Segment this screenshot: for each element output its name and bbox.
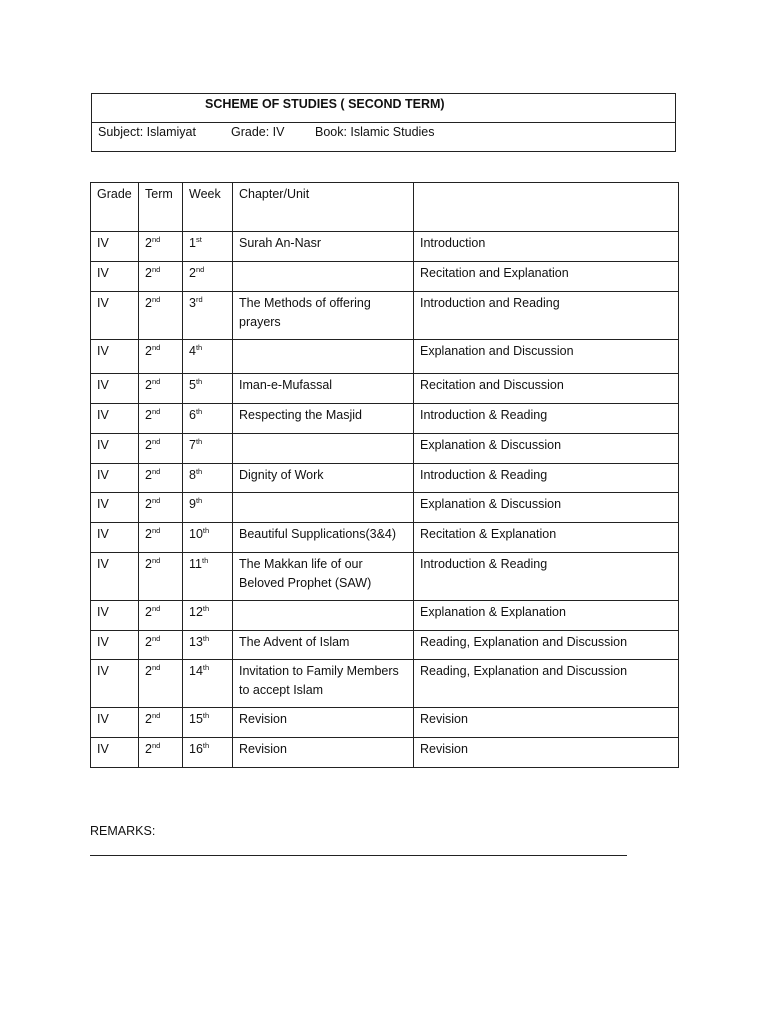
cell-grade-text: IV	[97, 742, 109, 756]
cell-grade-text: IV	[97, 664, 109, 678]
cell-activity-text: Recitation & Explanation	[420, 527, 557, 541]
cell-term-suffix: nd	[151, 467, 161, 476]
cell-activity-text: Introduction & Reading	[420, 557, 548, 571]
cell-activity-text: Explanation & Discussion	[420, 497, 562, 511]
header-term: Term	[139, 183, 183, 232]
cell-week	[183, 464, 233, 493]
cell-week-suffix: th	[195, 377, 203, 386]
cell-activity	[414, 553, 679, 601]
cell-term-text: 2	[145, 742, 152, 756]
cell-week	[183, 738, 233, 768]
cell-week-text: 2	[189, 266, 196, 280]
cell-activity-text: Revision	[420, 742, 468, 756]
cell-week	[183, 523, 233, 553]
cell-chapter-text: Dignity of Work	[239, 468, 324, 482]
cell-term-suffix: nd	[151, 295, 161, 304]
cell-term	[139, 660, 183, 708]
cell-week-suffix: th	[202, 741, 210, 750]
cell-activity	[414, 404, 679, 434]
table-row	[91, 404, 679, 434]
cell-week-text: 15	[189, 712, 203, 726]
cell-term-text: 2	[145, 438, 152, 452]
cell-term-suffix: nd	[151, 604, 161, 613]
cell-grade-text: IV	[97, 296, 109, 310]
cell-grade	[91, 232, 139, 262]
cell-chapter-text: The Advent of Islam	[239, 635, 350, 649]
cell-grade-text: IV	[97, 438, 109, 452]
cell-chapter	[233, 232, 414, 262]
cell-term-text: 2	[145, 527, 152, 541]
cell-week	[183, 404, 233, 434]
cell-grade-text: IV	[97, 344, 109, 358]
cell-activity-text: Reading, Explanation and Discussion	[420, 664, 628, 678]
cell-activity-text: Introduction & Reading	[420, 408, 548, 422]
cell-week	[183, 232, 233, 262]
cell-term-text: 2	[145, 236, 152, 250]
cell-week-text: 7	[189, 438, 196, 452]
book-label: Book: Islamic Studies	[315, 125, 435, 139]
cell-chapter	[233, 262, 414, 292]
cell-term-text: 2	[145, 296, 152, 310]
header-chapter: Chapter/Unit	[233, 183, 414, 232]
cell-week-text: 14	[189, 664, 203, 678]
cell-week-suffix: th	[195, 437, 203, 446]
cell-term-suffix: nd	[151, 634, 161, 643]
cell-term-suffix: nd	[151, 741, 161, 750]
cell-activity	[414, 708, 679, 738]
cell-week-text: 5	[189, 378, 196, 392]
table-row	[91, 434, 679, 464]
cell-grade	[91, 292, 139, 340]
cell-term-suffix: nd	[151, 343, 161, 352]
cell-grade	[91, 631, 139, 660]
cell-grade	[91, 601, 139, 631]
header-grade: Grade	[91, 183, 139, 232]
cell-grade	[91, 262, 139, 292]
cell-term	[139, 232, 183, 262]
cell-chapter-text: Beautiful Supplications(3&4)	[239, 527, 397, 541]
cell-activity	[414, 232, 679, 262]
cell-activity-text: Introduction & Reading	[420, 468, 548, 482]
cell-activity-text: Reading, Explanation and Discussion	[420, 635, 628, 649]
cell-chapter	[233, 374, 414, 404]
cell-week	[183, 374, 233, 404]
cell-week-text: 6	[189, 408, 196, 422]
cell-grade	[91, 553, 139, 601]
cell-activity-text: Explanation and Discussion	[420, 344, 574, 358]
cell-activity	[414, 631, 679, 660]
cell-grade	[91, 340, 139, 374]
cell-activity-text: Recitation and Discussion	[420, 378, 564, 392]
cell-activity-text: Explanation & Explanation	[420, 605, 566, 619]
cell-term-suffix: nd	[151, 437, 161, 446]
cell-grade	[91, 493, 139, 523]
cell-grade-text: IV	[97, 236, 109, 250]
cell-chapter-text: Revision	[239, 712, 287, 726]
header-week: Week	[183, 183, 233, 232]
cell-week-suffix: th	[195, 343, 203, 352]
cell-week-suffix: th	[201, 556, 209, 565]
cell-term	[139, 262, 183, 292]
cell-chapter-text: The Methods of offering prayers	[239, 296, 371, 329]
grade-label: Grade: IV	[231, 125, 285, 139]
cell-activity	[414, 292, 679, 340]
cell-term	[139, 493, 183, 523]
cell-grade-text: IV	[97, 605, 109, 619]
cell-week-suffix: th	[202, 604, 210, 613]
table-row	[91, 523, 679, 553]
cell-week	[183, 292, 233, 340]
table-row	[91, 660, 679, 708]
document-title: SCHEME OF STUDIES ( SECOND TERM)	[92, 94, 675, 123]
cell-term-suffix: nd	[151, 265, 161, 274]
cell-week-text: 9	[189, 497, 196, 511]
cell-chapter	[233, 404, 414, 434]
table-row	[91, 340, 679, 374]
cell-term-suffix: nd	[151, 711, 161, 720]
cell-term	[139, 434, 183, 464]
cell-term-suffix: nd	[151, 407, 161, 416]
cell-week-text: 1	[189, 236, 196, 250]
cell-week-text: 16	[189, 742, 203, 756]
remarks-line	[90, 855, 627, 856]
cell-chapter-text: The Makkan life of our Beloved Prophet (SAW)	[239, 557, 372, 590]
cell-term	[139, 340, 183, 374]
cell-chapter-text: Surah An-Nasr	[239, 236, 321, 250]
cell-week-text: 3	[189, 296, 196, 310]
cell-grade	[91, 464, 139, 493]
cell-activity-text: Explanation & Discussion	[420, 438, 562, 452]
cell-term	[139, 601, 183, 631]
cell-chapter	[233, 738, 414, 768]
cell-term-text: 2	[145, 266, 152, 280]
cell-term	[139, 553, 183, 601]
cell-chapter	[233, 434, 414, 464]
subject-label: Subject: Islamiyat	[98, 125, 196, 139]
cell-term	[139, 738, 183, 768]
table-row	[91, 601, 679, 631]
cell-activity-text: Revision	[420, 712, 468, 726]
cell-week-text: 12	[189, 605, 203, 619]
table-row	[91, 631, 679, 660]
cell-grade-text: IV	[97, 557, 109, 571]
cell-week-suffix: th	[202, 526, 210, 535]
cell-week-suffix: st	[195, 235, 202, 244]
cell-chapter	[233, 292, 414, 340]
cell-week-text: 4	[189, 344, 196, 358]
cell-grade	[91, 660, 139, 708]
remarks-label: REMARKS:	[90, 824, 156, 838]
cell-week-text: 11	[189, 557, 202, 571]
table-row	[91, 262, 679, 292]
cell-week	[183, 708, 233, 738]
cell-week	[183, 340, 233, 374]
header-activity	[414, 183, 679, 232]
cell-week-suffix: nd	[195, 265, 205, 274]
cell-term-text: 2	[145, 635, 152, 649]
cell-week-suffix: th	[195, 467, 203, 476]
cell-activity	[414, 262, 679, 292]
cell-term	[139, 631, 183, 660]
cell-grade	[91, 404, 139, 434]
cell-term	[139, 464, 183, 493]
cell-grade-text: IV	[97, 527, 109, 541]
cell-term	[139, 404, 183, 434]
cell-week	[183, 660, 233, 708]
cell-week	[183, 601, 233, 631]
cell-grade	[91, 708, 139, 738]
cell-grade	[91, 374, 139, 404]
cell-week-text: 13	[189, 635, 203, 649]
cell-term-text: 2	[145, 497, 152, 511]
cell-week-suffix: th	[202, 634, 210, 643]
cell-grade	[91, 523, 139, 553]
table-row	[91, 292, 679, 340]
cell-term-suffix: nd	[151, 235, 161, 244]
cell-week-text: 10	[189, 527, 203, 541]
cell-chapter	[233, 601, 414, 631]
cell-term-suffix: nd	[151, 526, 161, 535]
cell-grade-text: IV	[97, 266, 109, 280]
cell-activity	[414, 464, 679, 493]
cell-week-suffix: th	[202, 711, 210, 720]
cell-term	[139, 374, 183, 404]
cell-term-text: 2	[145, 408, 152, 422]
cell-grade-text: IV	[97, 635, 109, 649]
cell-chapter-text: Iman-e-Mufassal	[239, 378, 333, 392]
cell-week	[183, 434, 233, 464]
table-row	[91, 738, 679, 768]
cell-chapter	[233, 660, 414, 708]
table-row	[91, 493, 679, 523]
cell-week	[183, 262, 233, 292]
scheme-table	[90, 182, 679, 768]
cell-week-suffix: rd	[195, 295, 203, 304]
cell-grade-text: IV	[97, 497, 109, 511]
cell-grade-text: IV	[97, 408, 109, 422]
cell-activity	[414, 660, 679, 708]
cell-term	[139, 523, 183, 553]
cell-week-suffix: th	[202, 663, 210, 672]
cell-chapter	[233, 523, 414, 553]
cell-chapter-text: Invitation to Family Members to accept Islam	[239, 664, 399, 697]
cell-chapter	[233, 493, 414, 523]
cell-week	[183, 631, 233, 660]
table-row	[91, 464, 679, 493]
cell-activity-text: Recitation and Explanation	[420, 266, 569, 280]
cell-activity	[414, 493, 679, 523]
cell-term-suffix: nd	[151, 663, 161, 672]
cell-week	[183, 553, 233, 601]
cell-term-text: 2	[145, 468, 152, 482]
cell-grade-text: IV	[97, 468, 109, 482]
cell-term-text: 2	[145, 378, 152, 392]
cell-chapter-text: Respecting the Masjid	[239, 408, 362, 422]
table-header-row	[91, 183, 679, 232]
cell-week-suffix: th	[195, 407, 203, 416]
cell-chapter	[233, 553, 414, 601]
cell-activity	[414, 434, 679, 464]
cell-activity	[414, 523, 679, 553]
table-row	[91, 708, 679, 738]
cell-week	[183, 493, 233, 523]
cell-term-suffix: nd	[151, 496, 161, 505]
cell-chapter	[233, 464, 414, 493]
cell-term-text: 2	[145, 344, 152, 358]
cell-term-text: 2	[145, 605, 152, 619]
cell-grade	[91, 738, 139, 768]
document-meta	[92, 123, 675, 139]
table-row	[91, 232, 679, 262]
cell-term-suffix: nd	[151, 556, 161, 565]
cell-week-text: 8	[189, 468, 196, 482]
table-row	[91, 553, 679, 601]
cell-activity-text: Introduction	[420, 236, 486, 250]
cell-activity	[414, 738, 679, 768]
cell-activity	[414, 374, 679, 404]
cell-term-text: 2	[145, 712, 152, 726]
cell-activity-text: Introduction and Reading	[420, 296, 560, 310]
cell-chapter	[233, 631, 414, 660]
cell-term	[139, 292, 183, 340]
cell-term-text: 2	[145, 557, 152, 571]
cell-grade	[91, 434, 139, 464]
cell-term	[139, 708, 183, 738]
cell-term-suffix: nd	[151, 377, 161, 386]
cell-week-suffix: th	[195, 496, 203, 505]
cell-grade-text: IV	[97, 712, 109, 726]
cell-chapter	[233, 708, 414, 738]
cell-chapter-text: Revision	[239, 742, 287, 756]
scheme-table-body	[91, 183, 679, 768]
header-box	[91, 93, 676, 152]
cell-grade-text: IV	[97, 378, 109, 392]
cell-chapter	[233, 340, 414, 374]
cell-activity	[414, 340, 679, 374]
cell-term-text: 2	[145, 664, 152, 678]
table-row	[91, 374, 679, 404]
cell-activity	[414, 601, 679, 631]
